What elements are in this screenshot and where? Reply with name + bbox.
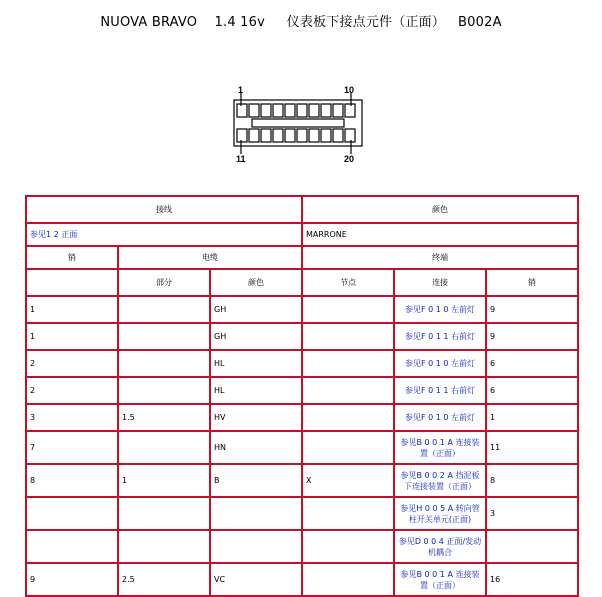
cell-node — [302, 296, 394, 323]
cell-link[interactable]: 参见F 0 1 0 左前灯 — [394, 404, 486, 431]
cell-pin: 2 — [26, 350, 118, 377]
cell-section: 1.5 — [118, 404, 210, 431]
header-connect: 连接 — [394, 269, 486, 296]
cell-color: GH — [210, 296, 302, 323]
cell-link[interactable]: 参见B 0 0 2 A 挡泥板下连接装置（正面） — [394, 464, 486, 497]
cell-pin: 7 — [26, 431, 118, 464]
cell-link[interactable]: 参见D 0 0 4 正面/发动机耦合 — [394, 530, 486, 563]
table-row — [26, 563, 578, 596]
header-end: 终端 — [302, 246, 578, 269]
cell-link[interactable]: 参见B 0 0 1 A 连接装置（正面） — [394, 563, 486, 596]
header-cable: 电缆 — [118, 246, 302, 269]
table-row — [26, 404, 578, 431]
pin-label-1: 1 — [238, 85, 244, 95]
cell-node — [302, 404, 394, 431]
header-wiring: 接线 — [26, 196, 302, 223]
header-empty — [26, 269, 118, 296]
cell-color: VC — [210, 563, 302, 596]
cell-link[interactable]: 参见F 0 1 0 左前灯 — [394, 350, 486, 377]
cell-node — [302, 530, 394, 563]
pins-table — [25, 195, 579, 597]
cell-end-pin: 1 — [486, 404, 578, 431]
table-row — [26, 464, 578, 497]
cell-section — [118, 296, 210, 323]
cell-section — [118, 323, 210, 350]
cell-end-pin — [486, 530, 578, 563]
header-cable-color: 颜色 — [210, 269, 302, 296]
cell-link[interactable]: 参见F 0 1 1 右前灯 — [394, 323, 486, 350]
connector-body — [234, 92, 362, 154]
table-row — [26, 530, 578, 563]
pin-label-11: 11 — [236, 154, 246, 164]
header-section: 部分 — [118, 269, 210, 296]
cell-node — [302, 497, 394, 530]
cell-node: X — [302, 464, 394, 497]
cell-link[interactable]: 参见B 0 0 1 A 连接装置（正面） — [394, 431, 486, 464]
header-end-pin: 销 — [486, 269, 578, 296]
cell-node — [302, 350, 394, 377]
cell-node — [302, 323, 394, 350]
table-row — [26, 497, 578, 530]
table-row — [26, 296, 578, 323]
cell-end-pin: 6 — [486, 350, 578, 377]
page-title: NUOVA BRAVO 1.4 16v 仪表板下接点元件（正面） B002A — [100, 15, 502, 30]
header-node: 节点 — [302, 269, 394, 296]
cell-pin: 2 — [26, 377, 118, 404]
cell-pin: 3 — [26, 404, 118, 431]
cell-color: HL — [210, 350, 302, 377]
ref-front-link[interactable]: 参见1 2 正面 — [26, 223, 302, 246]
cell-pin: 9 — [26, 563, 118, 596]
cell-link[interactable]: 参见H 0 0 5 A 转向管柱开关单元(正面) — [394, 497, 486, 530]
cell-color: HL — [210, 377, 302, 404]
table-row — [26, 350, 578, 377]
table-row — [26, 323, 578, 350]
pin-label-10: 10 — [344, 85, 355, 95]
connector-diagram — [226, 84, 376, 164]
cell-node — [302, 563, 394, 596]
cell-end-pin: 9 — [486, 296, 578, 323]
table-row — [26, 431, 578, 464]
cell-pin — [26, 497, 118, 530]
cell-pin: 8 — [26, 464, 118, 497]
cell-node — [302, 377, 394, 404]
cell-section — [118, 497, 210, 530]
cell-end-pin: 11 — [486, 431, 578, 464]
cell-end-pin: 9 — [486, 323, 578, 350]
table-row — [26, 377, 578, 404]
header-color: 颜色 — [302, 196, 578, 223]
cell-section — [118, 377, 210, 404]
cell-node — [302, 431, 394, 464]
cell-section — [118, 530, 210, 563]
cell-section: 2.5 — [118, 563, 210, 596]
cell-section — [118, 350, 210, 377]
cell-section: 1 — [118, 464, 210, 497]
cell-pin: 1 — [26, 296, 118, 323]
cell-color: HV — [210, 404, 302, 431]
cell-color — [210, 497, 302, 530]
cell-end-pin: 6 — [486, 377, 578, 404]
color-value: MARRONE — [302, 223, 578, 246]
cell-color: GH — [210, 323, 302, 350]
cell-end-pin: 3 — [486, 497, 578, 530]
cell-end-pin: 8 — [486, 464, 578, 497]
header-pin: 销 — [26, 246, 118, 269]
cell-pin — [26, 530, 118, 563]
cell-color: B — [210, 464, 302, 497]
cell-color: HN — [210, 431, 302, 464]
cell-link[interactable]: 参见F 0 1 0 左前灯 — [394, 296, 486, 323]
cell-section — [118, 431, 210, 464]
cell-color — [210, 530, 302, 563]
cell-end-pin: 16 — [486, 563, 578, 596]
pin-label-20: 20 — [344, 154, 355, 164]
cell-link[interactable]: 参见F 0 1 1 右前灯 — [394, 377, 486, 404]
cell-pin: 1 — [26, 323, 118, 350]
